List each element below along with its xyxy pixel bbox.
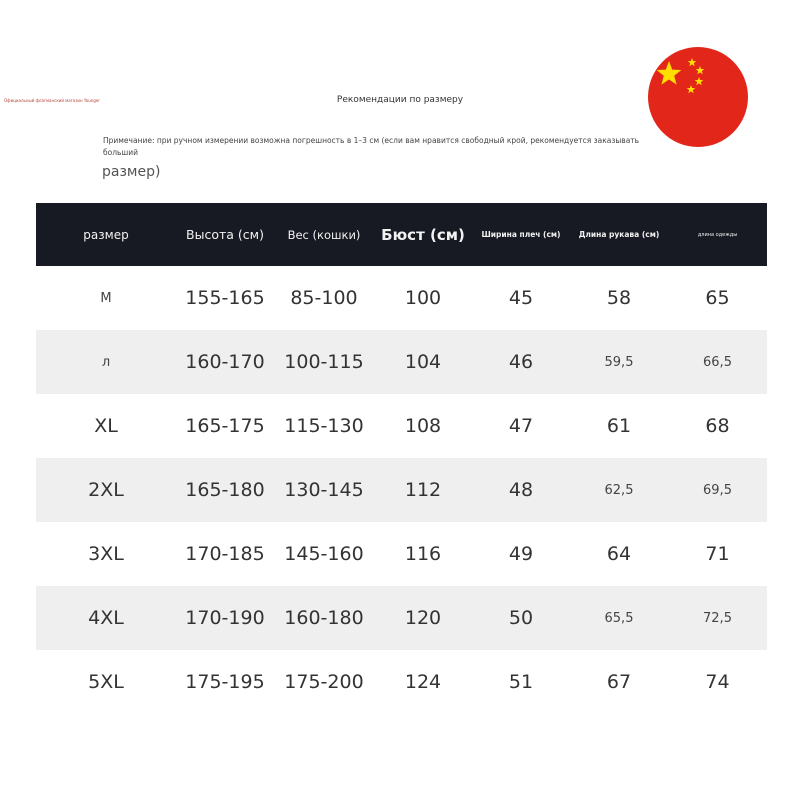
bust-cell: 112 bbox=[404, 479, 442, 501]
shoulder-cell: 50 bbox=[508, 607, 534, 629]
size-cell: M bbox=[100, 290, 112, 306]
length-cell: 72,5 bbox=[703, 610, 732, 626]
table-row bbox=[36, 330, 767, 394]
length-cell: 65 bbox=[705, 287, 730, 309]
shoulder-cell: 45 bbox=[508, 287, 534, 309]
size-cell: 2XL bbox=[88, 479, 124, 501]
shoulder-cell: 47 bbox=[508, 415, 534, 437]
column-header-height: Высота (см) bbox=[186, 227, 264, 242]
measurement-note-tail: размер) bbox=[102, 164, 161, 180]
column-header-size: размер bbox=[83, 227, 129, 242]
sleeve-cell: 59,5 bbox=[604, 354, 634, 370]
height-cell: 155-165 bbox=[185, 287, 265, 309]
flag-stars bbox=[648, 47, 748, 147]
measurement-note: Примечание: при ручном измерении возможна погрешность в 1–3 см (если вам нравится свободный крой, рекомендуется заказывать больший bbox=[103, 136, 640, 157]
size-cell: 3XL bbox=[88, 543, 124, 565]
shoulder-cell: 46 bbox=[508, 351, 534, 373]
table-body bbox=[36, 266, 767, 714]
page-title: Рекомендации по размеру bbox=[336, 95, 464, 105]
weight-cell: 145-160 bbox=[284, 543, 364, 565]
china-flag-icon bbox=[648, 47, 748, 147]
height-cell: 170-190 bbox=[185, 607, 265, 629]
table-row bbox=[36, 266, 767, 330]
height-cell: 170-185 bbox=[185, 543, 265, 565]
sleeve-cell: 58 bbox=[606, 287, 632, 309]
height-cell: 165-180 bbox=[185, 479, 265, 501]
height-cell: 165-175 bbox=[185, 415, 265, 437]
shoulder-cell: 49 bbox=[508, 543, 534, 565]
small-star-icon bbox=[695, 77, 704, 85]
bust-cell: 108 bbox=[404, 415, 442, 437]
sleeve-cell: 62,5 bbox=[604, 482, 634, 498]
length-cell: 66,5 bbox=[703, 354, 732, 370]
bust-cell: 124 bbox=[404, 671, 442, 693]
column-header-length: длина одежды bbox=[697, 231, 738, 238]
weight-cell: 175-200 bbox=[284, 671, 364, 693]
big-star-icon bbox=[657, 61, 682, 85]
length-cell: 71 bbox=[705, 543, 730, 565]
length-cell: 74 bbox=[705, 671, 730, 693]
column-header-bust: Бюст (см) bbox=[381, 225, 465, 244]
bust-cell: 100 bbox=[404, 287, 442, 309]
table-row bbox=[36, 394, 767, 458]
weight-cell: 130-145 bbox=[284, 479, 364, 501]
table-row bbox=[36, 650, 767, 714]
weight-cell: 100-115 bbox=[284, 351, 364, 373]
size-table bbox=[36, 203, 767, 714]
table-row bbox=[36, 458, 767, 522]
length-cell: 69,5 bbox=[703, 482, 732, 498]
small-star-icon bbox=[696, 66, 705, 74]
bust-cell: 116 bbox=[404, 543, 442, 565]
table-row bbox=[36, 522, 767, 586]
table-header bbox=[36, 203, 767, 266]
shoulder-cell: 48 bbox=[508, 479, 534, 501]
column-header-shoulder: Ширина плеч (см) bbox=[481, 230, 561, 239]
length-cell: 68 bbox=[705, 415, 730, 437]
column-header-sleeve: Длина рукава (см) bbox=[578, 230, 660, 239]
bust-cell: 120 bbox=[404, 607, 442, 629]
size-cell: 5XL bbox=[88, 671, 124, 693]
height-cell: 175-195 bbox=[185, 671, 265, 693]
shop-name: Официальный флагманский магазин Younger bbox=[4, 98, 100, 103]
height-cell: 160-170 bbox=[185, 351, 265, 373]
weight-cell: 160-180 bbox=[284, 607, 364, 629]
weight-cell: 85-100 bbox=[290, 287, 358, 309]
table-row bbox=[36, 586, 767, 650]
size-cell: 4XL bbox=[88, 607, 124, 629]
column-header-weight: Вес (кошки) bbox=[287, 227, 361, 242]
sleeve-cell: 64 bbox=[606, 543, 632, 565]
small-star-icon bbox=[687, 85, 696, 93]
bust-cell: 104 bbox=[404, 351, 442, 373]
shoulder-cell: 51 bbox=[508, 671, 534, 693]
sleeve-cell: 65,5 bbox=[604, 610, 634, 626]
size-cell: л bbox=[101, 354, 111, 370]
sleeve-cell: 67 bbox=[606, 671, 632, 693]
small-star-icon bbox=[688, 58, 697, 66]
weight-cell: 115-130 bbox=[284, 415, 364, 437]
sleeve-cell: 61 bbox=[606, 415, 632, 437]
size-cell: XL bbox=[94, 415, 118, 437]
